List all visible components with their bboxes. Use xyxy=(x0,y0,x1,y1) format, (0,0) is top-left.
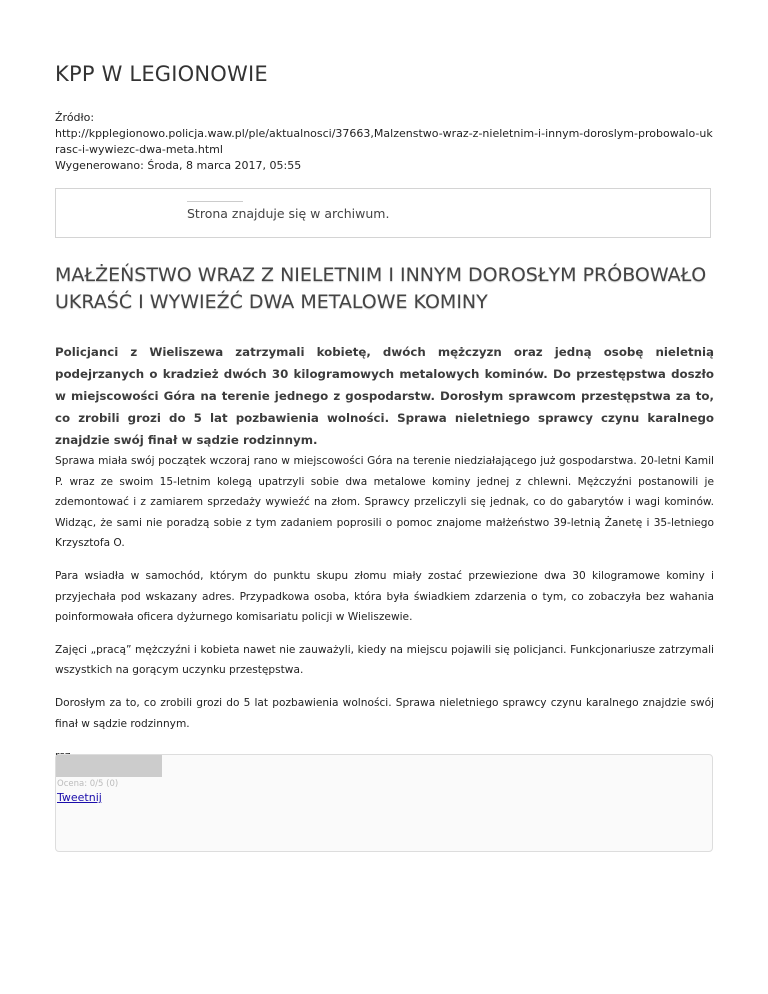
rating-box xyxy=(55,754,713,852)
archive-notice-box xyxy=(55,188,711,238)
generated-timestamp: Wygenerowano: Środa, 8 marca 2017, 05:55 xyxy=(55,159,302,172)
source-label: Źródło: xyxy=(55,111,95,124)
rating-stars-bar[interactable] xyxy=(56,755,162,777)
article-paragraph: Zajęci „pracą” mężczyźni i kobieta nawet nie zauważyli, kiedy na miejscu pojawili się policjanci. Funkcjonariusze zatrzymali wszystkich na gorącym uczynku przestępstwa. xyxy=(55,643,714,677)
article-paragraph: Sprawa miała swój początek wczoraj rano w miejscowości Góra na terenie niedziałającego już gospodarstwa. 20-letni Kamil P. wraz ze swoim 15-letnim kolegą upatrzyli sobie dwa metalowe kominy jednej z chlewni. Mężczyźni postanowili je zdemontować i z zamiarem sprzedaży wywieźć na złom. Sprawcy przeliczyli się jednak, co do gabarytów i wagi kominów. Widząc, że sami nie poradzą sobie z tym zadaniem poprosili o pomoc znajome małżeństwo 39-letnią Żanetę i 35-letniego Krzysztofa O. xyxy=(55,455,714,550)
document-meta xyxy=(55,110,715,174)
site-title: KPP W LEGIONOWIE xyxy=(55,62,268,86)
article-body xyxy=(55,451,714,779)
archive-notice: Strona znajduje się w archiwum. xyxy=(187,206,390,221)
tweet-link[interactable]: Tweetnij xyxy=(57,791,102,804)
archive-divider xyxy=(187,201,243,202)
article-title: MAŁŻEŃSTWO WRAZ Z NIELETNIM I INNYM DOROSŁYM PRÓBOWAŁO UKRAŚĆ I WYWIEŹĆ DWA METALOWE KOMINY xyxy=(55,264,707,313)
article-paragraph: Para wsiadła w samochód, którym do punktu skupu złomu miały zostać przewiezione dwa 30 kilogramowe kominy i przyjechała pod wskazany adres. Przypadkowa osoba, która była świadkiem zdarzenia o tym, co zobaczyła bez wahania poinformowała oficera dyżurnego komisariatu policji w Wieliszewie. xyxy=(55,569,714,624)
source-url: http://kpplegionowo.policja.waw.pl/ple/aktualnosci/37663,Malzenstwo-wraz-z-nieletnim-i-innym-doroslym-probowalo-ukrasc-i-wywiezc-dwa-meta.html xyxy=(55,127,713,156)
article-lead: Policjanci z Wieliszewa zatrzymali kobietę, dwóch mężczyzn oraz jedną osobę nieletnią podejrzanych o kradzież dwóch 30 kilogramowych metalowych kominów. Do przestępstwa doszło w miejscowości Góra na terenie jednego z gospodarstw. Dorosłym sprawcom przestępstwa za to, co zrobili grozi do 5 lat pozbawienia wolności. Sprawa nieletniego sprawcy czynu karalnego znajdzie swój finał w sądzie rodzinnym. xyxy=(55,345,714,447)
rating-text: Ocena: 0/5 (0) xyxy=(57,779,119,789)
article-paragraph: Dorosłym za to, co zrobili grozi do 5 lat pozbawienia wolności. Sprawa nieletniego sprawcy czynu karalnego znajdzie swój finał w sądzie rodzinnym. xyxy=(55,696,714,730)
